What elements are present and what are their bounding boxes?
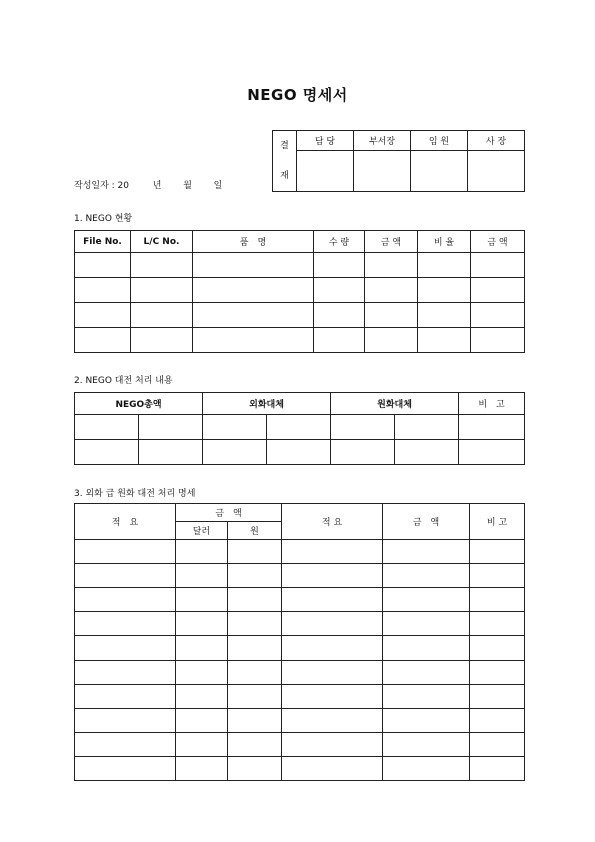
table-cell[interactable] [383,612,470,636]
table-cell[interactable] [131,278,193,303]
table-cell[interactable] [75,540,176,564]
table-row [75,540,525,564]
table-row [75,440,525,465]
approval-sign-staff[interactable] [297,151,354,192]
table-row [75,612,525,636]
table-cell[interactable] [383,636,470,660]
table-cell[interactable] [282,612,383,636]
table-cell[interactable] [383,540,470,564]
table-cell[interactable] [228,684,282,708]
table-cell[interactable] [139,415,203,440]
col-ratio: 비 율 [418,231,471,253]
table-cell[interactable] [282,660,383,684]
table-cell[interactable] [470,684,525,708]
table-cell[interactable] [75,636,176,660]
table-cell[interactable] [176,564,228,588]
table-cell[interactable] [75,303,131,328]
nego-status-table [74,230,525,353]
approval-box [272,130,525,192]
table-cell[interactable] [282,588,383,612]
table-cell[interactable] [176,660,228,684]
table-cell[interactable] [176,636,228,660]
table-cell[interactable] [75,253,131,278]
date-month-unit: 월 [183,181,192,191]
table-cell[interactable] [228,636,282,660]
date-label: 작성일자 : 20 [74,181,129,191]
table-cell[interactable] [365,303,418,328]
table-cell[interactable] [471,253,525,278]
table-cell[interactable] [75,612,176,636]
table-cell[interactable] [383,588,470,612]
table-row [75,684,525,708]
date-day-unit: 일 [213,181,223,191]
table-cell[interactable] [314,328,365,353]
table-cell[interactable] [176,708,228,732]
table-cell[interactable] [383,684,470,708]
col-foreign-transfer: 외화대체 [203,393,331,415]
table-cell[interactable] [228,756,282,780]
table-cell[interactable] [228,708,282,732]
table-cell[interactable] [282,756,383,780]
table-cell[interactable] [176,756,228,780]
table-cell[interactable] [418,253,471,278]
table-cell[interactable] [131,253,193,278]
section1-heading: 1. NEGO 현황 [74,214,133,224]
table-cell[interactable] [203,440,267,465]
table-cell[interactable] [228,540,282,564]
table-cell[interactable] [470,756,525,780]
table-cell[interactable] [383,732,470,756]
table-cell[interactable] [331,415,395,440]
col-remarks-2: 비 고 [470,504,525,540]
table-cell[interactable] [176,732,228,756]
table-cell[interactable] [75,660,176,684]
table-cell[interactable] [176,588,228,612]
col-amount-2: 금 액 [471,231,525,253]
table-cell[interactable] [470,564,525,588]
table-cell[interactable] [418,303,471,328]
col-remarks: 비 고 [459,393,525,415]
table-cell[interactable] [470,540,525,564]
table-cell[interactable] [314,303,365,328]
table-row [75,564,525,588]
col-file-no: File No. [75,231,131,253]
table-cell[interactable] [383,708,470,732]
table-cell[interactable] [282,732,383,756]
table-row [75,636,525,660]
table-cell[interactable] [75,732,176,756]
table-cell[interactable] [282,540,383,564]
table-cell[interactable] [176,684,228,708]
approval-sign-executive[interactable] [411,151,468,192]
col-amount: 금 액 [365,231,418,253]
table-cell[interactable] [471,328,525,353]
approval-side-label [273,131,297,192]
table-cell[interactable] [75,278,131,303]
table-cell[interactable] [471,303,525,328]
col-amount-group: 금 액 [176,504,282,522]
table-cell[interactable] [383,660,470,684]
table-cell[interactable] [75,564,176,588]
table-cell[interactable] [228,732,282,756]
table-cell[interactable] [131,303,193,328]
section3-heading: 3. 외화 급 원화 대전 처리 명세 [74,489,196,499]
table-cell[interactable] [395,415,459,440]
table-cell[interactable] [459,415,525,440]
table-cell[interactable] [193,303,314,328]
col-description-2: 적 요 [282,504,383,540]
table-cell[interactable] [75,440,139,465]
table-cell[interactable] [365,328,418,353]
table-cell[interactable] [314,278,365,303]
table-cell[interactable] [282,636,383,660]
section2-heading: 2. NEGO 대전 처리 내용 [74,376,173,386]
table-row [75,303,525,328]
table-cell[interactable] [75,328,131,353]
table-cell[interactable] [471,278,525,303]
table-cell[interactable] [228,588,282,612]
approval-header-president: 사 장 [468,131,525,151]
table-cell[interactable] [203,415,267,440]
col-nego-total: NEGO총액 [75,393,203,415]
table-cell[interactable] [459,440,525,465]
table-cell[interactable] [176,540,228,564]
col-lc-no: L/C No. [131,231,193,253]
page-title: NEGO 명세서 [247,86,348,104]
approval-header-dept-head: 부서장 [354,131,411,151]
approval-side-label-top: 결 [280,141,289,151]
table-cell[interactable] [418,328,471,353]
table-cell[interactable] [470,588,525,612]
table-cell[interactable] [470,732,525,756]
table-cell[interactable] [470,708,525,732]
approval-sign-president[interactable] [468,151,525,192]
nego-processing-header-row [75,393,525,415]
table-cell[interactable] [228,564,282,588]
table-row [75,588,525,612]
approval-side-label-bottom: 재 [280,171,289,181]
conversion-header-row-1 [75,504,525,522]
table-cell[interactable] [75,756,176,780]
table-row [75,708,525,732]
table-cell[interactable] [131,328,193,353]
table-cell[interactable] [193,278,314,303]
approval-header-executive: 임 원 [411,131,468,151]
table-cell[interactable] [470,660,525,684]
table-row [75,278,525,303]
col-dollar: 달러 [176,522,228,540]
table-row [75,415,525,440]
table-row [75,732,525,756]
table-row [75,660,525,684]
col-won-transfer: 원화대체 [331,393,459,415]
table-cell[interactable] [176,612,228,636]
col-description: 적 요 [75,504,176,540]
conversion-detail-table [74,503,525,781]
table-cell[interactable] [75,708,176,732]
table-cell[interactable] [470,636,525,660]
table-cell[interactable] [383,756,470,780]
table-cell[interactable] [331,440,395,465]
table-cell[interactable] [75,415,139,440]
table-cell[interactable] [75,588,176,612]
table-cell[interactable] [395,440,459,465]
table-cell[interactable] [470,612,525,636]
col-amount-3: 금 액 [383,504,470,540]
table-cell[interactable] [267,440,331,465]
col-item-name: 품 명 [193,231,314,253]
table-cell[interactable] [383,564,470,588]
approval-sign-dept-head[interactable] [354,151,411,192]
date-line [74,178,222,191]
approval-header-staff: 담 당 [297,131,354,151]
table-cell[interactable] [139,440,203,465]
table-row [75,756,525,780]
table-row [75,253,525,278]
table-cell[interactable] [314,253,365,278]
col-won: 원 [228,522,282,540]
table-cell[interactable] [75,684,176,708]
table-cell[interactable] [282,708,383,732]
col-quantity: 수 량 [314,231,365,253]
table-cell[interactable] [282,684,383,708]
table-cell[interactable] [365,253,418,278]
table-cell[interactable] [418,278,471,303]
table-cell[interactable] [365,278,418,303]
nego-processing-table [74,392,525,465]
table-cell[interactable] [282,564,383,588]
nego-status-header-row [75,231,525,253]
table-cell[interactable] [228,660,282,684]
table-cell[interactable] [228,612,282,636]
table-cell[interactable] [193,328,314,353]
table-cell[interactable] [267,415,331,440]
table-cell[interactable] [193,253,314,278]
date-year-unit: 년 [152,181,162,191]
table-row [75,328,525,353]
